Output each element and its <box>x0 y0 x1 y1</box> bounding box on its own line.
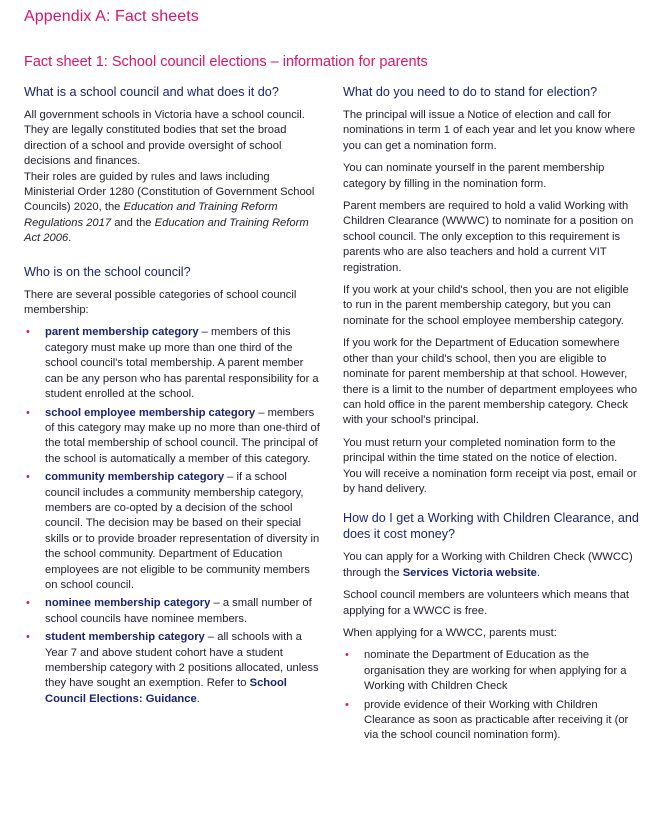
section-heading-stand-for-election: What do you need to do to stand for election? <box>343 85 598 99</box>
bullet-icon: • <box>26 326 30 339</box>
text: . <box>536 566 540 579</box>
category-text: – members of this category must make up more than one third of the school council's total membership. A parent member can be any person who has parental responsibility for a student enrolled at the school. <box>45 326 319 401</box>
category-term: parent membership category <box>45 326 199 339</box>
bullet-icon: • <box>345 698 349 711</box>
paragraph-work-at-school: If you work at your child's school, then you are not eligible to run in the parent membership category, but you can nominate for the school employee membership category. <box>343 284 629 327</box>
bullet-icon: • <box>26 406 30 419</box>
regulations-title: Education and Training Reform Regulations 2017 <box>24 201 278 229</box>
text: . <box>68 232 72 245</box>
list-item <box>24 325 322 402</box>
paragraph-return-form: You must return your completed nomination form to the principal within the time stated on the notice of election. You will receive a nomination form receipt via post, email or by hand delivery. <box>343 436 637 495</box>
list-item <box>24 630 322 707</box>
section-heading-what-is-council: What is a school council and what does it do? <box>24 85 279 99</box>
text: Their roles are guided by rules and laws including Ministerial Order 1280 (Constitution of Government School Councils) 2020, the <box>24 170 315 214</box>
category-text: – if a school council includes a community membership category, members are co-opted by a decision of the school council. The decision may be based on their special skills or to provide broader representation of diversity in the school community. Department of Education employees are not eligible to be community members on school council. <box>45 471 320 591</box>
paragraph-apply-wwcc <box>343 550 639 581</box>
appendix-title: Appendix A: Fact sheets <box>24 8 199 25</box>
paragraph-council-intro: All government schools in Victoria have a school council. They are legally constituted bodies that set the broad direction of a school and provide oversight of school decisions and finances. <box>24 109 305 168</box>
bullet-icon: • <box>345 649 349 662</box>
bullet-icon: • <box>26 631 30 644</box>
guidance-link[interactable]: School Council Elections: Guidance <box>45 677 287 705</box>
list-item <box>24 470 322 593</box>
services-victoria-link[interactable]: Services Victoria website <box>402 566 537 579</box>
act-title: Education and Training Reform Act 2006 <box>24 216 309 245</box>
text: . <box>196 692 200 705</box>
paragraph-wwcc-requirement: Parent members are required to hold a valid Working with Children Clearance (WWWC) to nominate for a position on school council. The only exception to this requirement is parents who are also teachers and hold a current VIT registration. <box>343 200 634 274</box>
membership-category-list <box>24 325 322 707</box>
category-term: nominee membership category <box>45 597 211 610</box>
requirement-text: provide evidence of their Working with Children Clearance as soon as practicable after receiving it (or via the school council nomination form). <box>364 698 629 742</box>
paragraph-council-rules <box>24 170 322 247</box>
section-heading-who-is-on-council: Who is on the school council? <box>24 264 191 279</box>
category-text: – all schools with a Year 7 and above student cohort have a student membership category with 2 positions allocated, unless they have sought an exemption. Refer to <box>45 631 319 690</box>
paragraph-notice-of-election: The principal will issue a Notice of election and call for nominations in term 1 of each year and let you know where you can get a nomination form. <box>343 109 636 152</box>
text: and the <box>111 216 155 229</box>
paragraph-parents-must: When applying for a WWCC, parents must: <box>343 626 557 639</box>
category-text: – members of this category may make up no more than one-third of the total membership of school council. The principal of the school is automatically a member of this category. <box>45 406 320 465</box>
list-item <box>24 406 322 468</box>
list-item <box>343 648 639 694</box>
fact-sheet-title: Fact sheet 1: School council elections – information for parents <box>24 54 428 70</box>
text: You can apply for a Working with Children Check (WWCC) through the <box>343 551 633 579</box>
paragraph-department-employee: If you work for the Department of Education somewhere other than your child's school, then you are eligible to nominate for parent membership at that school. However, there is a limit to the number of department employees who can hold office in the parent membership category. Check with your school's principal. <box>343 337 638 427</box>
category-text: – a small number of school councils have nominee members. <box>45 597 312 625</box>
paragraph-categories-intro: There are several possible categories of school council membership: <box>24 288 297 317</box>
list-item <box>24 596 322 627</box>
requirement-text: nominate the Department of Education as the organisation they are working for when applying for a Working with Children Check <box>364 649 627 693</box>
category-term: student membership category <box>45 631 205 644</box>
wwcc-requirements-list <box>343 648 639 743</box>
bullet-icon: • <box>26 471 30 484</box>
left-column <box>24 84 322 710</box>
bullet-icon: • <box>26 597 30 610</box>
right-column <box>343 84 639 747</box>
paragraph-volunteers-free: School council members are volunteers which means that applying for a WWCC is free. <box>343 589 630 617</box>
section-heading-wwcc: How do I get a Working with Children Clearance, and does it cost money? <box>343 511 639 542</box>
category-term: school employee membership category <box>45 406 256 419</box>
category-term: community membership category <box>45 471 225 484</box>
list-item <box>343 698 639 744</box>
paragraph-nominate-yourself: You can nominate yourself in the parent membership category by filling in the nomination form. <box>343 162 605 190</box>
